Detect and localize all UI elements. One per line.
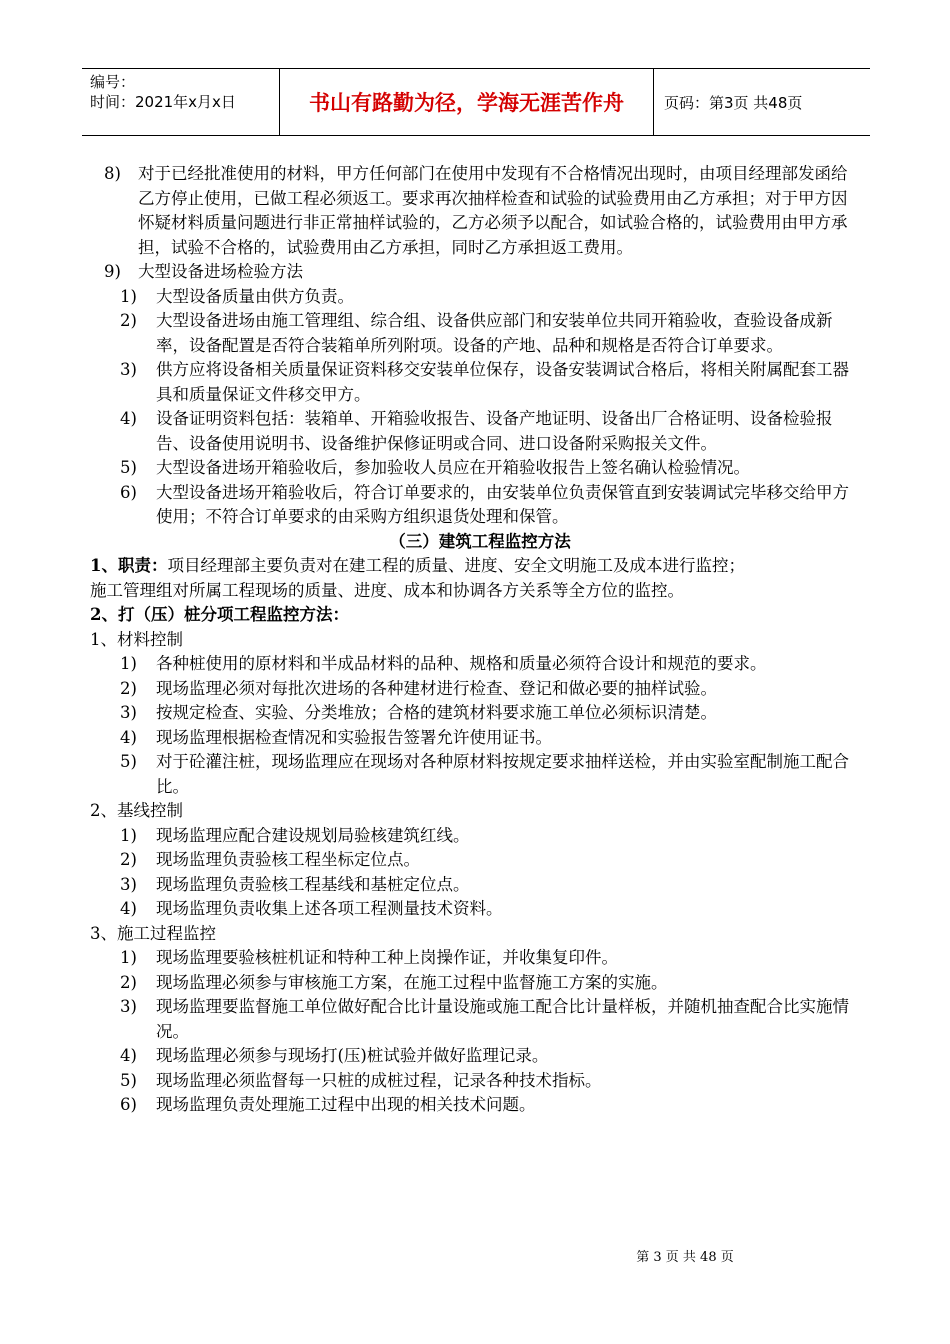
date-label: 时间：2021年x月x日: [90, 93, 236, 111]
list-item: 4) 现场监理根据检查情况和实验报告签署允许使用证书。: [120, 727, 552, 747]
list-item: 5) 现场监理必须监督每一只桩的成桩过程，记录各种技术指标。: [120, 1070, 602, 1090]
page-header: [82, 68, 870, 136]
list-item: 3) 供方应将设备相关质量保证资料移交安装单位保存，设备安装调试合格后，将相关附属配套工器具和质量保证文件移交甲方。: [120, 360, 849, 404]
material-title: 1、材料控制: [90, 629, 183, 649]
list-item: 1) 各种桩使用的原材料和半成品材料的品种、规格和质量必须符合设计和规范的要求。: [120, 654, 767, 673]
document-body: [90, 162, 870, 1118]
list-item: 9) 大型设备进场检验方法: [104, 262, 303, 281]
page-footer: 第 3 页 共 48 页: [636, 1250, 734, 1265]
list-item: 3) 现场监理负责验核工程基线和基桩定位点。: [120, 874, 470, 894]
list-item: 5) 对于砼灌注桩，现场监理应在现场对各种原材料按规定要求抽样送检，并由实验室配制施工配合比。: [120, 752, 849, 796]
list-item: 5) 大型设备进场开箱验收后，参加验收人员应在开箱验收报告上签名确认检验情况。: [120, 458, 750, 477]
section-title: （三）建筑工程监控方法: [389, 531, 571, 551]
duty-label: 1、职责：: [90, 556, 168, 575]
list-item: 2) 现场监理负责验核工程坐标定位点。: [120, 850, 420, 869]
list-item: 4) 设备证明资料包括：装箱单、开箱验收报告、设备产地证明、设备出厂合格证明、设备检验报告、设备使用说明书、设备维护保修证明或合同、进口设备附采购报关文件。: [120, 409, 833, 453]
list-item: 4) 现场监理负责收集上述各项工程测量技术资料。: [120, 899, 503, 918]
list-item: 3) 按规定检查、实验、分类堆放；合格的建筑材料要求施工单位必须标识清楚。: [120, 703, 717, 722]
header-page-label: 页码：第3页 共48页: [664, 93, 803, 112]
list-item: 4) 现场监理必须参与现场打(压)桩试验并做好监理记录。: [120, 1046, 549, 1065]
duty-text: 项目经理部主要负责对在建工程的质量、进度、安全文明施工及成本进行监控；: [167, 556, 745, 575]
header-left-cell: [82, 69, 280, 135]
serial-label: 编号：: [90, 73, 136, 91]
baseline-title: 2、基线控制: [90, 801, 183, 820]
list-item: 3) 现场监理要监督施工单位做好配合比计量设施或施工配合比计量样板，并随机抽查配合比实施情况。: [120, 997, 849, 1041]
header-motto: 书山有路勤为径，学海无涯苦作舟: [280, 69, 654, 135]
list-item: 8) 对于已经批准使用的材料，甲方任何部门在使用中发现有不合格情况出现时，由项目经理部发函给乙方停止使用，已做工程必须返工。要求再次抽样检查和试验的试验费用由乙方承担；对于甲方因怀疑材料质量问题进行非正常抽样试验的，乙方必须予以配合，如试验合格的，试验费用由甲方承担，试验不合格的，试验费用由乙方承担，同时乙方承担返工费用。: [104, 164, 848, 257]
duty-text-2: 施工管理组对所属工程现场的质量、进度、成本和协调各方关系等全方位的监控。: [90, 580, 684, 600]
process-title: 3、施工过程监控: [90, 923, 216, 943]
duty-paragraph: [90, 554, 870, 579]
list-item: 6) 大型设备进场开箱验收后，符合订单要求的，由安装单位负责保管直到安装调试完毕移交给甲方使用；不符合订单要求的由采购方组织退货处理和保管。: [120, 482, 849, 526]
list-item: 2) 大型设备进场由施工管理组、综合组、设备供应部门和安装单位共同开箱验收，查验设备成新率，设备配置是否符合装箱单所列附项。设备的产地、品种和规格是否符合订单要求。: [120, 311, 833, 355]
list-item: 1) 大型设备质量由供方负责。: [120, 286, 354, 306]
list-item: 6) 现场监理负责处理施工过程中出现的相关技术问题。: [120, 1095, 536, 1114]
list-item: 1) 现场监理要验核桩机证和特种工种上岗操作证，并收集复印件。: [120, 948, 618, 967]
list-item: 2) 现场监理必须参与审核施工方案，在施工过程中监督施工方案的实施。: [120, 972, 668, 992]
list-item: 1) 现场监理应配合建设规划局验核建筑红线。: [120, 825, 470, 845]
list-item: 2) 现场监理必须对每批次进场的各种建材进行检查、登记和做必要的抽样试验。: [120, 678, 717, 698]
pile-section-title: 2、打（压）桩分项工程监控方法：: [90, 605, 349, 624]
